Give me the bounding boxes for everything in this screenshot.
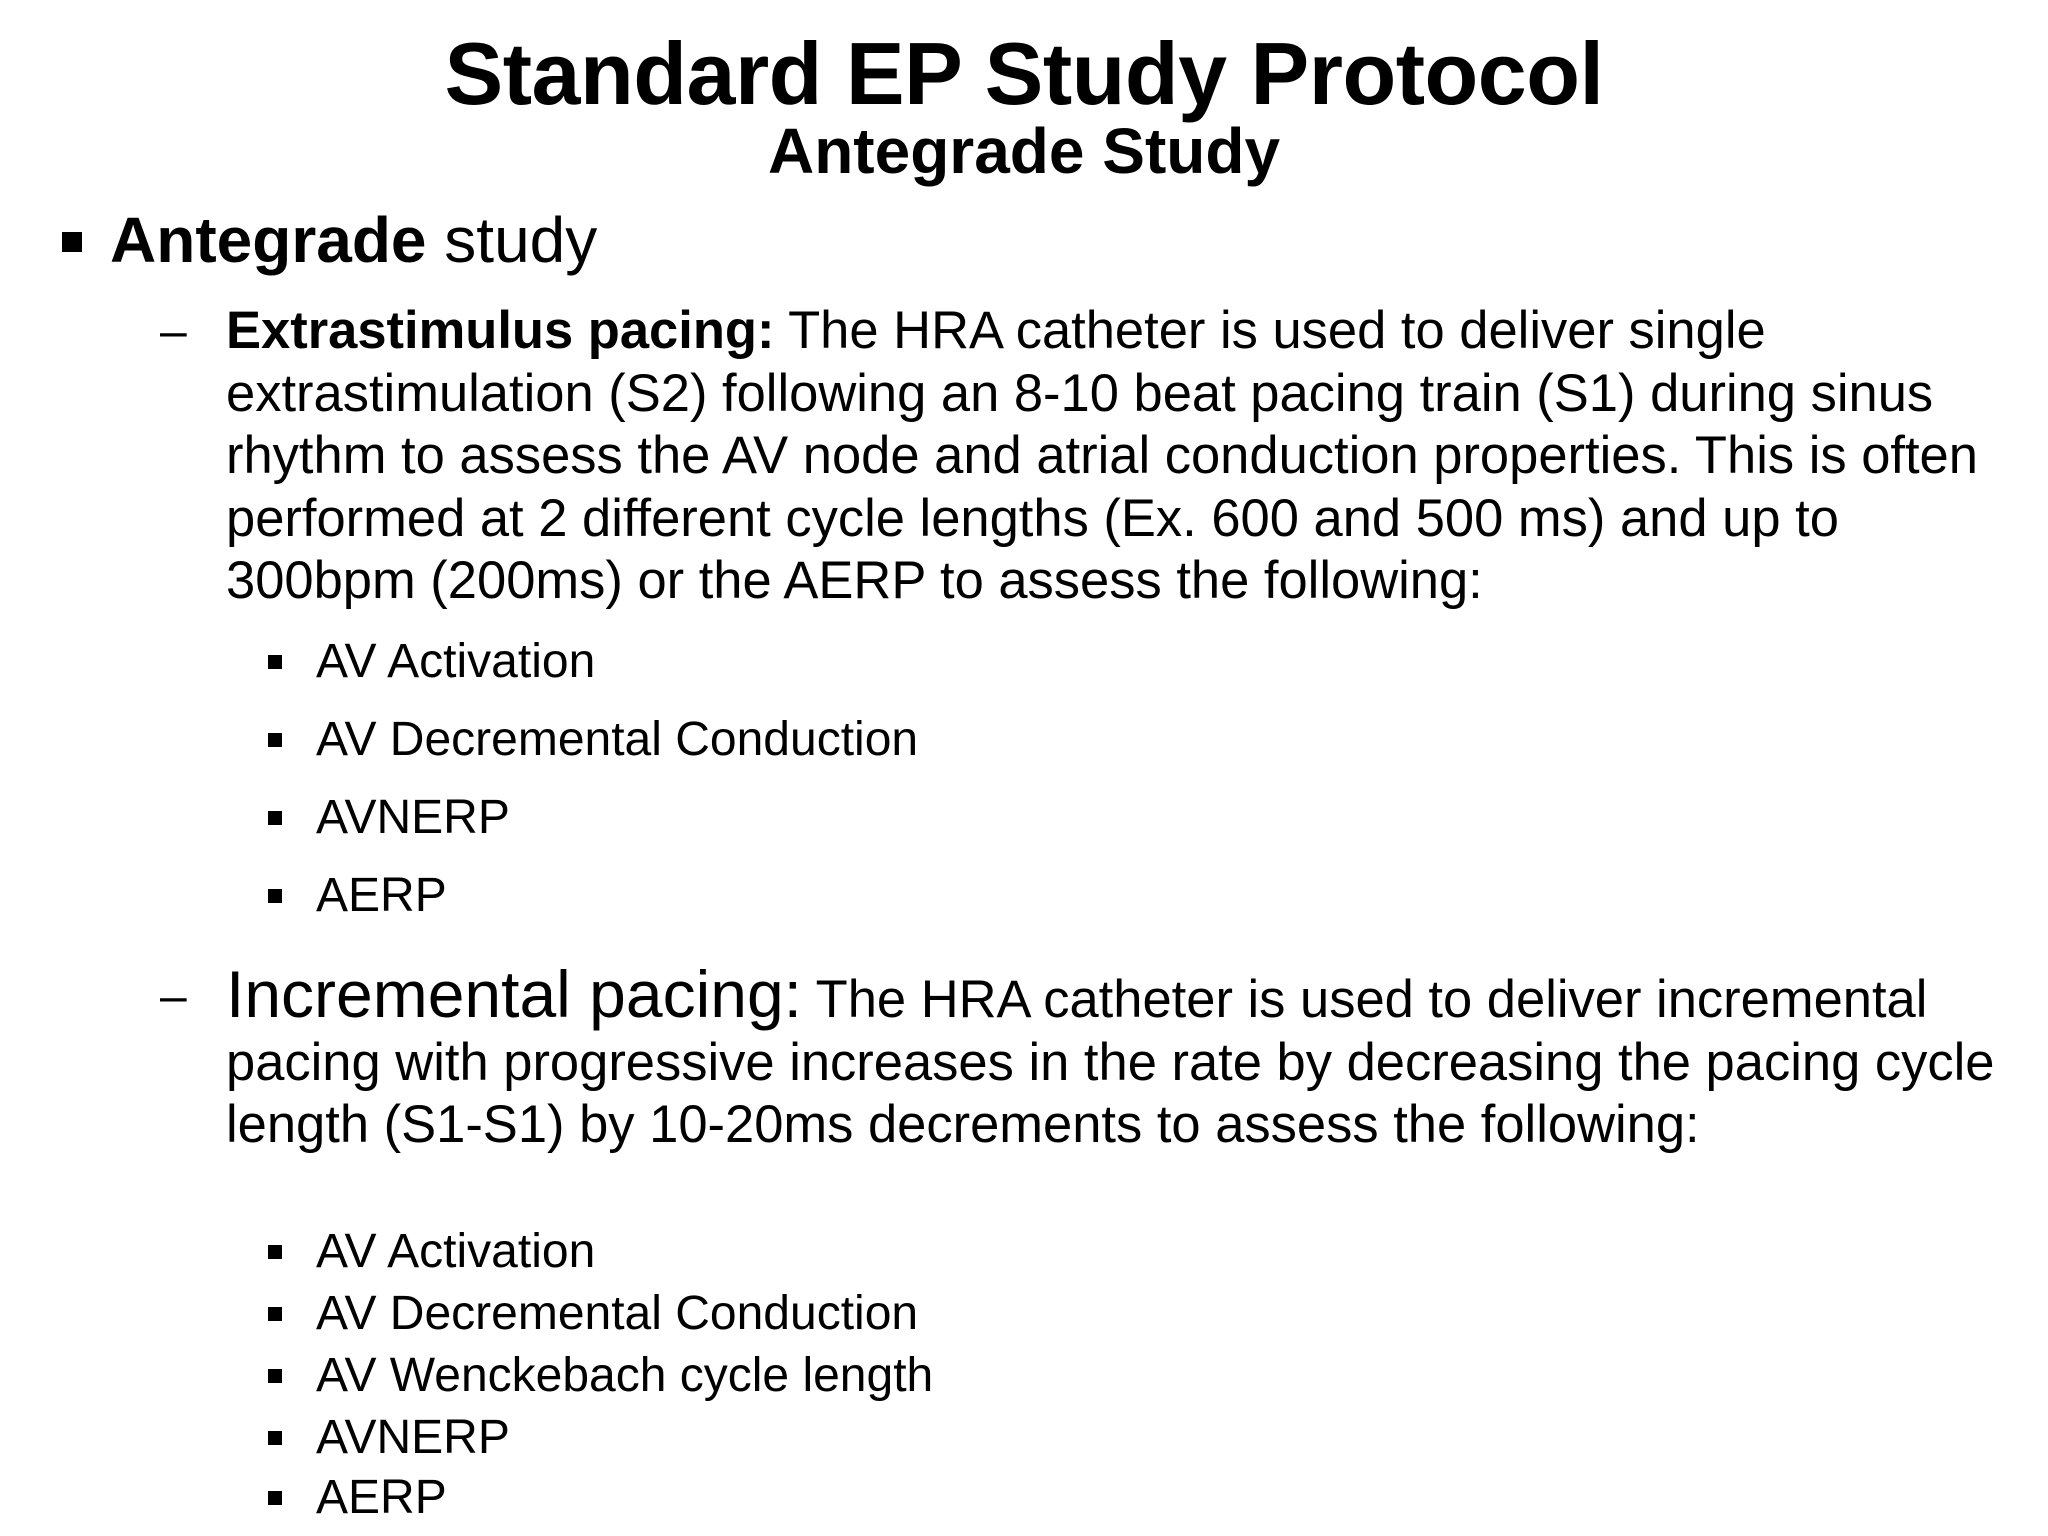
list-item: AVNERP	[316, 1411, 510, 1464]
dash-bullet: –	[160, 970, 187, 1023]
square-bullet-icon	[268, 733, 282, 747]
incremental-paragraph	[226, 957, 2026, 1157]
list-item: AV Activation	[316, 1225, 596, 1278]
list-item: AV Wenckebach cycle length	[316, 1349, 934, 1402]
square-bullet-icon	[268, 1491, 282, 1505]
square-bullet-icon	[268, 1369, 282, 1383]
slide-subtitle: Antegrade Study	[767, 115, 1281, 187]
top-bullet-text	[110, 202, 597, 278]
square-bullet-icon	[268, 1431, 282, 1445]
slide-title: Standard EP Study Protocol	[444, 24, 1604, 123]
list-item: AV Decremental Conduction	[316, 713, 919, 766]
top-bullet-rest: study	[426, 204, 598, 276]
list-item: AERP	[316, 869, 447, 922]
incremental-lead: Incremental pacing:	[226, 957, 802, 1031]
square-bullet-icon	[268, 811, 282, 825]
square-bullet-icon	[268, 655, 282, 669]
square-bullet-icon	[268, 889, 282, 903]
dash-bullet: –	[160, 305, 187, 358]
top-bullet-bold: Antegrade	[110, 204, 427, 276]
extrastimulus-text: The HRA catheter is used to deliver single extrastimulation (S2) following an 8-10 beat pacing train (S1) during sinus rhythm to assess the AV node and atrial conduction properties. This is often performed at 2 different cycle lengths (Ex. 600 and 500 ms) and up to 300bpm (200ms) or the AERP to assess the following:	[226, 301, 1978, 610]
extrastimulus-lead: Extrastimulus pacing:	[226, 301, 775, 360]
list-item: AV Activation	[316, 635, 596, 688]
list-item: AVNERP	[316, 791, 510, 844]
square-bullet-icon	[268, 1307, 282, 1321]
square-bullet-icon	[268, 1245, 282, 1259]
list-item: AV Decremental Conduction	[316, 1287, 919, 1340]
square-bullet-icon	[62, 232, 82, 252]
extrastimulus-paragraph	[226, 300, 2026, 613]
incremental-text: The HRA catheter is used to deliver incremental pacing with progressive increases in the rate by decreasing the pacing cycle length (S1-S1) by 10-20ms decrements to assess the following:	[226, 970, 1995, 1154]
list-item: AERP	[316, 1471, 447, 1524]
